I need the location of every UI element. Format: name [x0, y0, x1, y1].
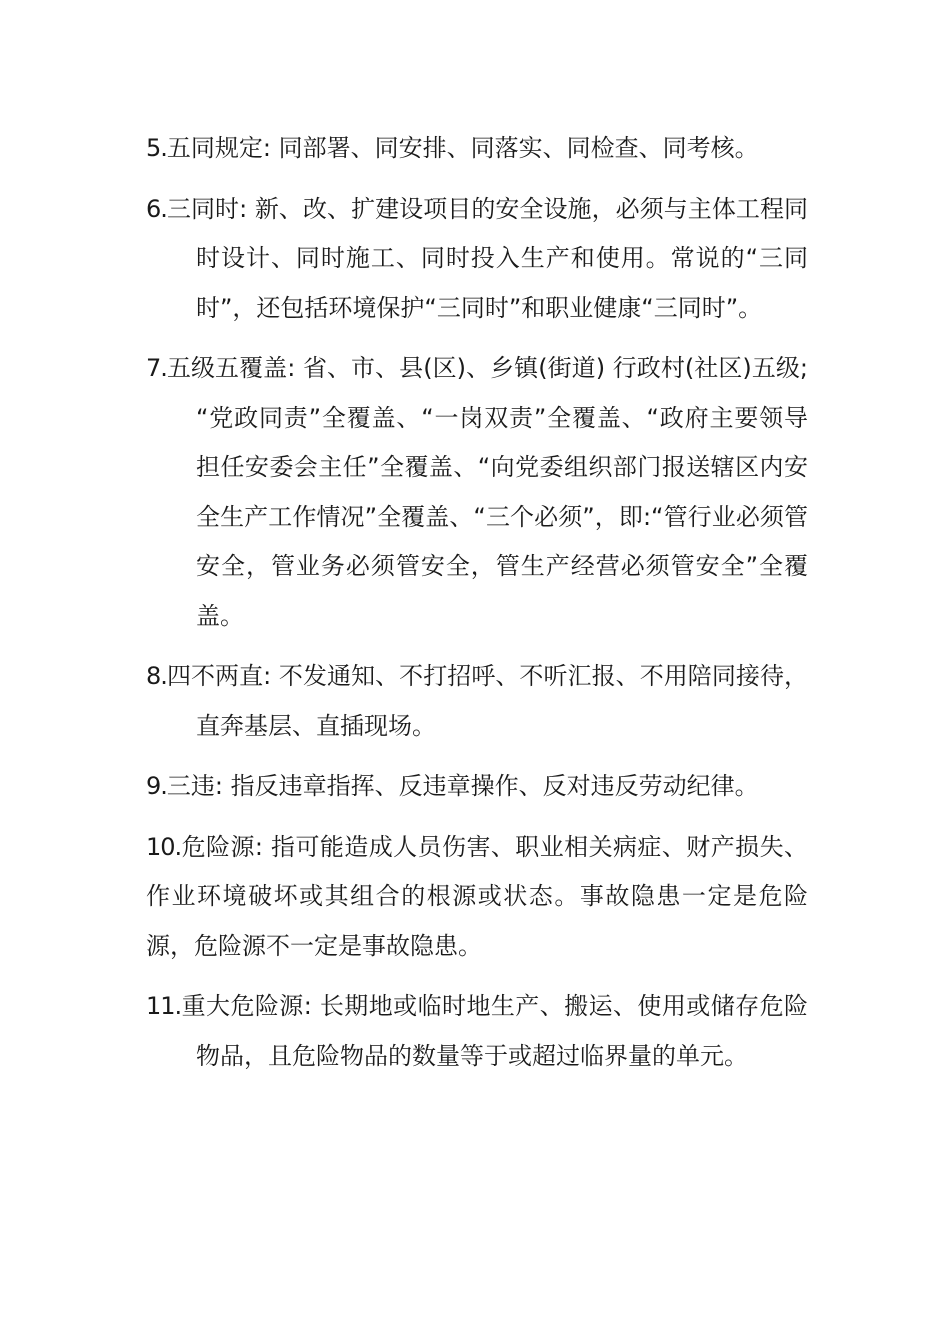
item-number: 5.: [146, 134, 167, 162]
list-item-5: [146, 124, 808, 174]
item-number: 7.: [146, 354, 167, 382]
list-item-11: [146, 982, 808, 1081]
item-text: 五级五覆盖: 省、市、县(区)、乡镇(街道) 行政村(社区)五级; “党政同责”全覆盖、“一岗双责”全覆盖、“政府主要领导担任安委会主任”全覆盖、“向党委组织部门报送辖区内安全生产工作情况”全覆盖、“三个必须”，即:“管行业必须管安全，管业务必须管安全，管生产经营必须管安全”全覆盖。: [166, 354, 808, 630]
item-text: 三同时: 新、改、扩建设项目的安全设施，必须与主体工程同时设计、同时施工、同时投入生产和使用。常说的“三同时”，还包括环境保护“三同时”和职业健康“三同时”。: [166, 194, 808, 322]
list-item-6: [146, 185, 808, 334]
item-text: 四不两直: 不发通知、不打招呼、不听汇报、不用陪同接待，直奔基层、直插现场。: [166, 662, 808, 740]
list-item-10: [146, 823, 808, 972]
item-number: 10.: [146, 832, 182, 861]
item-text: 三违: 指反违章指挥、反违章操作、反对违反劳动纪律。: [166, 772, 759, 800]
item-text: 危险源: 指可能造成人员伤害、职业相关病症、财产损失、作业环境破坏或其组合的根源或状态。事故隐患一定是危险源，危险源不一定是事故隐患。: [146, 832, 808, 960]
item-number: 9.: [146, 772, 167, 800]
item-text: 五同规定: 同部署、同安排、同落实、同检查、同考核。: [166, 134, 759, 162]
item-number: 11.: [146, 992, 182, 1020]
content-area: [146, 124, 808, 1092]
list-item-7: [146, 344, 808, 641]
item-number: 6.: [146, 194, 167, 223]
list-item-8: [146, 652, 808, 751]
item-number: 8.: [146, 662, 167, 690]
item-text: 重大危险源: 长期地或临时地生产、搬运、使用或储存危险物品，且危险物品的数量等于或超过临界量的单元。: [181, 992, 808, 1070]
list-item-9: [146, 762, 808, 812]
